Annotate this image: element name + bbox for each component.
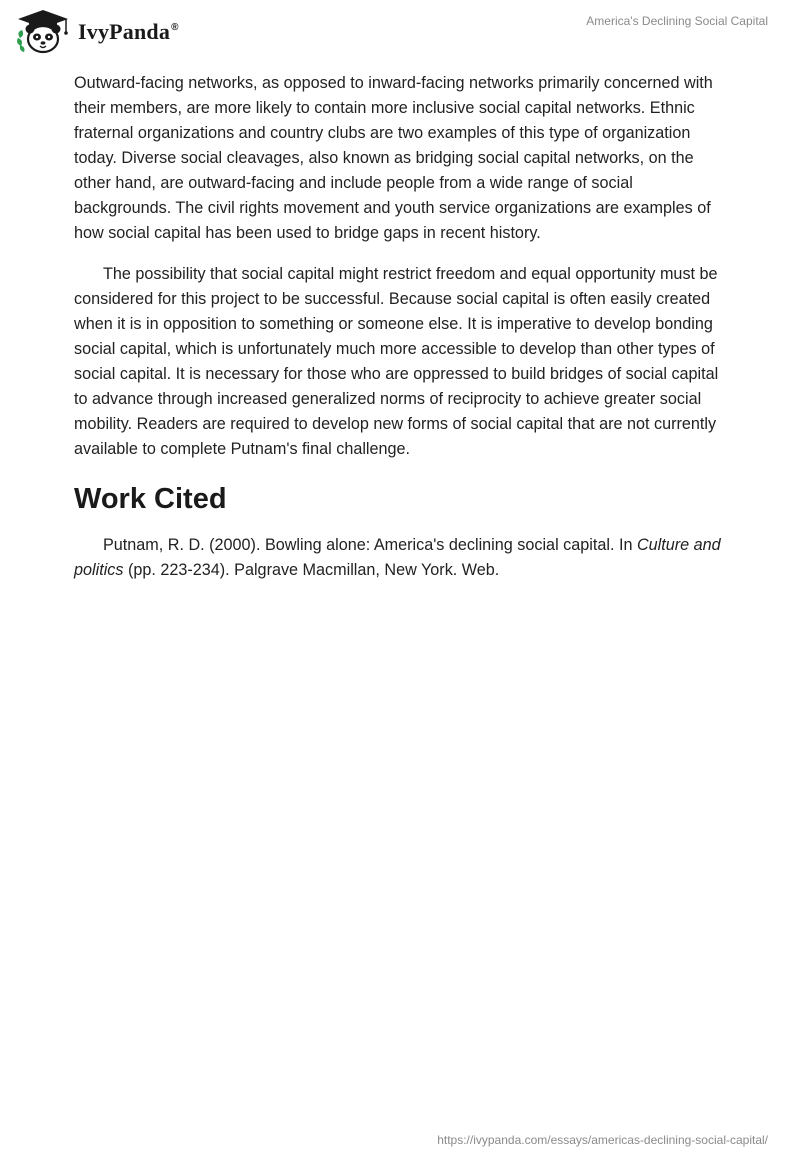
logo-name-text: IvyPanda bbox=[78, 19, 171, 44]
registered-mark: ® bbox=[171, 22, 179, 33]
citation-entry bbox=[74, 533, 726, 583]
logo-wordmark bbox=[78, 19, 179, 45]
citation-text-start: Putnam, R. D. (2000). Bowling alone: America's declining social capital. In bbox=[103, 536, 637, 554]
citation-book-title: Culture and politics bbox=[74, 536, 721, 579]
ivypanda-logo[interactable] bbox=[14, 8, 179, 54]
document-title: America's Declining Social Capital bbox=[586, 14, 768, 28]
body-paragraph-1: Outward-facing networks, as opposed to inward-facing networks primarily concerned with their members, are more likely to contain more inclusive social capital networks. Ethnic fraternal organizations and country clubs are two examples of this type of organization today. Diverse social cleavages, also known as bridging social capital networks, on the other hand, are outward-facing and include people from a wide range of social backgrounds. The civil rights movement and youth service organizations are examples of how social capital has been used to bridge gaps in recent history. bbox=[74, 74, 713, 242]
source-url-link[interactable]: https://ivypanda.com/essays/americas-declining-social-capital/ bbox=[437, 1133, 768, 1147]
body-paragraph-2: The possibility that social capital might restrict freedom and equal opportunity must be considered for this project to be successful. Because social capital is often easily created when it is in opposition to something or someone else. It is imperative to develop bonding social capital, which is unfortunately much more accessible to develop than other types of social capital. It is necessary for those who are oppressed to build bridges of social capital to advance through increased generalized norms of reciprocity to achieve greater social mobility. Readers are required to develop new forms of social capital that are not currently available to complete Putnam's final challenge. bbox=[74, 265, 719, 458]
page-header bbox=[0, 0, 800, 60]
works-cited-heading: Work Cited bbox=[74, 483, 227, 515]
citation-text-end: (pp. 223-234). Palgrave Macmillan, New York. Web. bbox=[123, 561, 500, 579]
panda-graduation-cap-icon bbox=[14, 8, 72, 54]
essay-content bbox=[74, 71, 726, 599]
